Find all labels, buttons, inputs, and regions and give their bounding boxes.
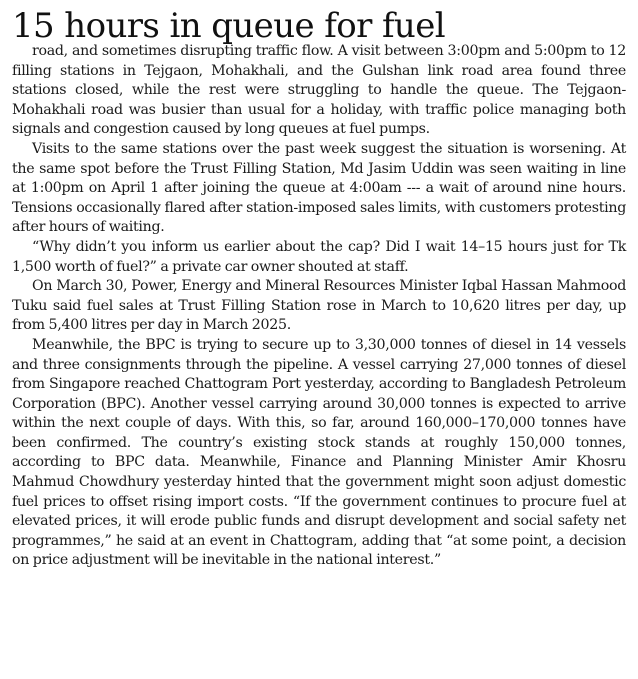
paragraph-quote: “Why didn’t you inform us earlier about the cap? Did I wait 14–15 hours just for Tk 1,500 worth of fuel?” a private car owner shouted at staff. [12,238,626,275]
article-body [12,42,626,571]
headline: 15 hours in queue for fuel [12,6,446,46]
paragraph-continued: road, and sometimes disrupting traffic flow. A visit between 3:00pm and 5:00pm to 12 filling stations in Tejgaon, Mohakhali, and the Gulshan link road area found three stations closed, while the rest were struggling to handle the queue. The Tejgaon-Mohakhali road was busier than usual for a holiday, with traffic police managing both signals and congestion caused by long queues at fuel pumps. [12,43,626,138]
news-article [12,6,626,571]
paragraph: Meanwhile, the BPC is trying to secure up to 3,30,000 tonnes of diesel in 14 vessels and three consignments through the pipeline. A vessel carrying 27,000 tonnes of diesel from Singapore reached Chattogram Port yesterday, according to Bangladesh Petroleum Corporation (BPC). Another vessel carrying around 30,000 tonnes is expected to arrive within the next couple of days. With this, so far, around 160,000–170,000 tonnes have been confirmed. The country’s existing stock stands at roughly 150,000 tonnes, according to BPC data. Meanwhile, Finance and Planning Minister Amir Khosru Mahmud Chowdhury yesterday hinted that the government might soon adjust domestic fuel prices to offset rising import costs. “If the government continues to procure fuel at elevated prices, it will erode public funds and disrupt development and social safety net programmes,” he said at an event in Chattogram, adding that “at some point, a decision on price adjustment will be inevitable in the national interest.” [12,336,626,569]
paragraph: On March 30, Power, Energy and Mineral Resources Minister Iqbal Hassan Mahmood Tuku said fuel sales at Trust Filling Station rose in March to 10,620 litres per day, up from 5,400 litres per day in March 2025. [12,278,626,334]
paragraph: Visits to the same stations over the past week suggest the situation is worsening. At the same spot before the Trust Filling Station, Md Jasim Uddin was seen waiting in line at 1:00pm on April 1 after joining the queue at 4:00am --- a wait of around nine hours. Tensions occasionally flared after station-imposed sales limits, with customers protesting after hours of waiting. [12,140,626,236]
